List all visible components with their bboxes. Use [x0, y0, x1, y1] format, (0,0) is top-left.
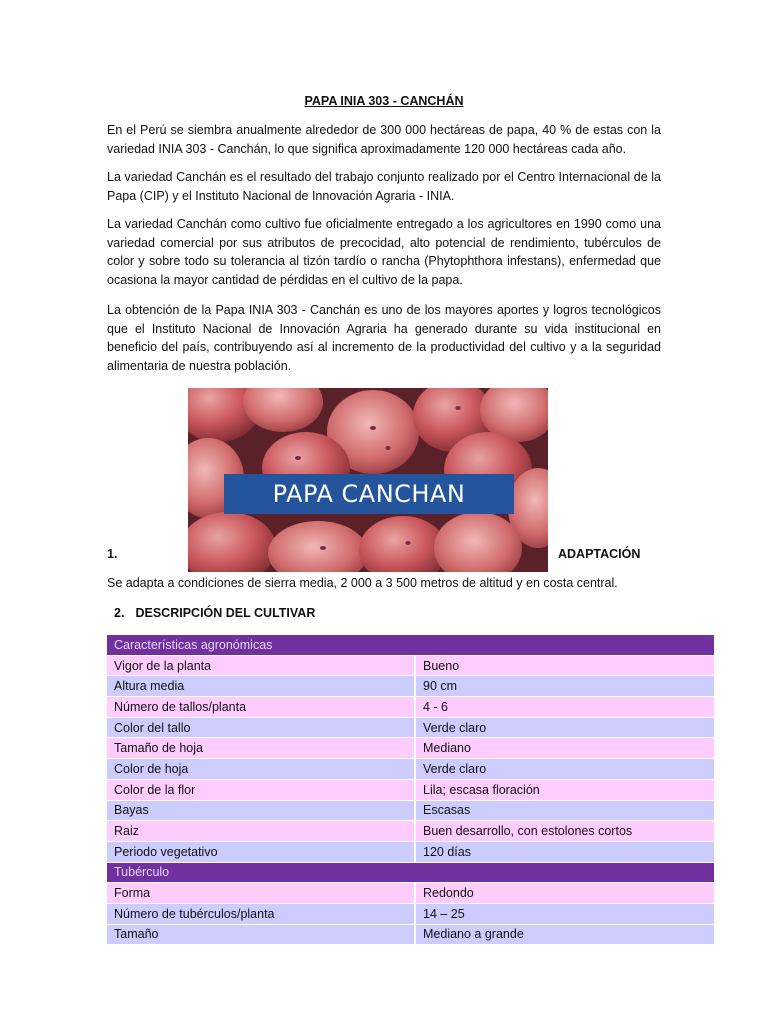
paragraph-release: La variedad Canchán como cultivo fue oficialmente entregado a los agricultores en 1990 como una variedad comercial por sus atributos de precocidad, alto potencial de rendimiento, tubérculos de color y sobre todo su tolerancia al tizón tardío o rancha (Phytophthora infestans), enfermedad que ocasiona la mayor cantidad de pérdidas en el cultivo de la papa.: [107, 217, 661, 287]
section-2-number: 2.: [114, 606, 125, 620]
table-cell-label: Forma: [107, 883, 415, 904]
table-cell-value: Redondo: [415, 883, 714, 904]
table-row: [107, 924, 714, 945]
section-1-text: Se adapta a condiciones de sierra media, 2 000 a 3 500 metros de altitud y en costa central.: [107, 576, 618, 590]
table-row: [107, 676, 714, 697]
table-cell-value: Lila; escasa floración: [415, 779, 714, 800]
table-section-row: [107, 635, 714, 655]
table-row: [107, 759, 714, 780]
table-row: [107, 841, 714, 862]
section-1-number: 1.: [107, 547, 118, 561]
table-cell-value: Bueno: [415, 655, 714, 676]
paragraph-production: En el Perú se siembra anualmente alrededor de 300 000 hectáreas de papa, 40 % de estas con la variedad INIA 303 - Canchán, lo que significa aproximadamente 120 000 hectáreas cada año.: [107, 123, 661, 156]
table-cell-label: Periodo vegetativo: [107, 841, 415, 862]
table-cell-value: 4 - 6: [415, 697, 714, 718]
table-cell-label: Raiz: [107, 821, 415, 842]
table-cell-value: Verde claro: [415, 717, 714, 738]
table-section-agronomic: Características agronómicas: [107, 635, 714, 655]
table-cell-label: Bayas: [107, 800, 415, 821]
table-cell-label: Número de tallos/planta: [107, 697, 415, 718]
cultivar-table: [107, 635, 714, 945]
table-cell-label: Altura media: [107, 676, 415, 697]
table-cell-label: Tamaño: [107, 924, 415, 945]
table-cell-label: Tamaño de hoja: [107, 738, 415, 759]
document-title: PAPA INIA 303 - CANCHÁN: [304, 94, 464, 108]
table-cell-value: 90 cm: [415, 676, 714, 697]
table-row: [107, 697, 714, 718]
section-2-title: DESCRIPCIÓN DEL CULTIVAR: [135, 606, 316, 620]
table-cell-value: Verde claro: [415, 759, 714, 780]
table-row: [107, 800, 714, 821]
table-cell-label: Color del tallo: [107, 717, 415, 738]
table-row: [107, 883, 714, 904]
table-cell-label: Vigor de la planta: [107, 655, 415, 676]
table-cell-value: 14 – 25: [415, 903, 714, 924]
paragraph-contribution: La obtención de la Papa INIA 303 - Canchán es uno de los mayores aportes y logros tecnológicos que el Instituto Nacional de Innovación Agraria ha generado durante su vida institucional en beneficio del país, contribuyendo así al incremento de la productividad del cultivo y a la seguridad alimentaria de nuestra población.: [107, 303, 661, 373]
table-row: [107, 738, 714, 759]
table-cell-label: Número de tubérculos/planta: [107, 903, 415, 924]
table-cell-value: Mediano a grande: [415, 924, 714, 945]
potato-photo: [188, 388, 548, 572]
table-cell-value: Mediano: [415, 738, 714, 759]
table-row: [107, 903, 714, 924]
section-1-title: ADAPTACIÓN: [558, 547, 641, 561]
paragraph-origin: La variedad Canchán es el resultado del trabajo conjunto realizado por el Centro Internacional de la Papa (CIP) y el Instituto Nacional de Innovación Agraria - INIA.: [107, 170, 661, 203]
table-cell-label: Color de la flor: [107, 779, 415, 800]
table-row: [107, 717, 714, 738]
table-cell-value: Buen desarrollo, con estolones cortos: [415, 821, 714, 842]
table-section-tuber: Tubérculo: [107, 862, 714, 883]
table-cell-label: Color de hoja: [107, 759, 415, 780]
table-row: [107, 779, 714, 800]
table-section-row: [107, 862, 714, 883]
table-row: [107, 821, 714, 842]
table-cell-value: 120 días: [415, 841, 714, 862]
section-2-heading: [114, 606, 315, 620]
photo-banner: PAPA CANCHAN: [224, 474, 514, 514]
table-cell-value: Escasas: [415, 800, 714, 821]
table-row: [107, 655, 714, 676]
